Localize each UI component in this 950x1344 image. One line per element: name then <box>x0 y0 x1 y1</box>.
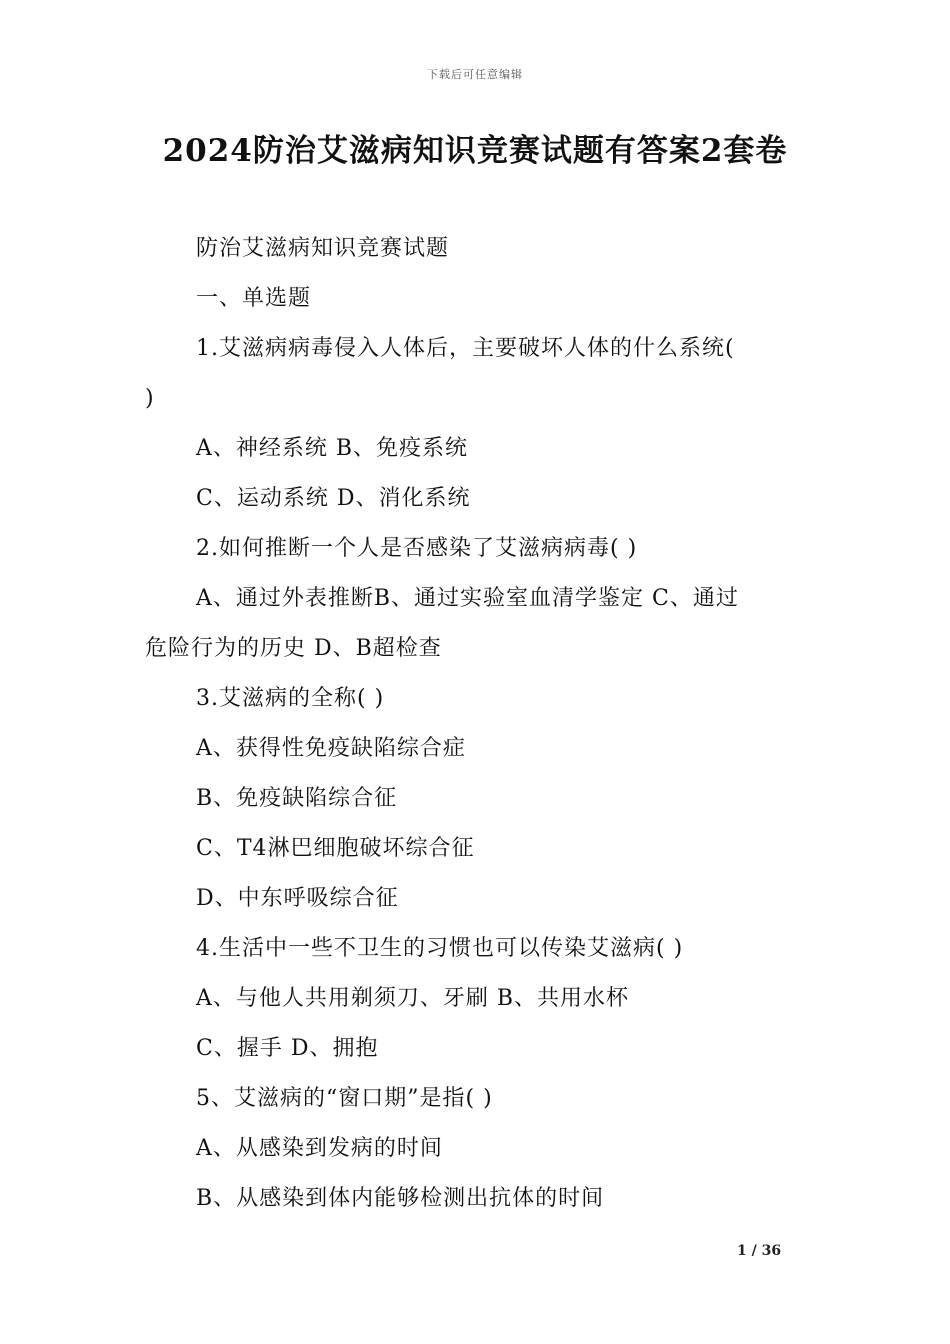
section-heading: 防治艾滋病知识竞赛试题 <box>196 236 450 261</box>
question-5: 5、艾滋病的“窗口期”是指( ) <box>196 1086 493 1111</box>
question-1-options-ab: A、神经系统 B、免疫系统 <box>196 436 469 461</box>
document-title: 2024防治艾滋病知识竞赛试题有答案2套卷 <box>162 133 788 169</box>
question-1-options-cd: C、运动系统 D、消化系统 <box>196 486 471 511</box>
question-3-option-b: B、免疫缺陷综合征 <box>196 786 398 811</box>
question-5-option-a: A、从感染到发病的时间 <box>196 1136 443 1161</box>
question-4: 4.生活中一些不卫生的习惯也可以传染艾滋病( ) <box>196 936 684 961</box>
question-4-options-cd: C、握手 D、拥抱 <box>196 1036 379 1061</box>
question-3: 3.艾滋病的全称( ) <box>196 686 385 711</box>
question-1-continued: ) <box>145 386 155 411</box>
header-note: 下载后可任意编辑 <box>427 68 523 81</box>
question-3-option-a: A、获得性免疫缺陷综合症 <box>196 736 466 761</box>
page-number: 1 / 36 <box>737 1243 782 1259</box>
question-2-options-continued: 危险行为的历史 D、B超检查 <box>145 636 442 661</box>
question-3-option-d: D、中东呼吸综合征 <box>196 886 399 911</box>
question-1: 1.艾滋病病毒侵入人体后，主要破坏人体的什么系统( <box>196 336 735 361</box>
question-5-option-b: B、从感染到体内能够检测出抗体的时间 <box>196 1186 605 1211</box>
question-2-options: A、通过外表推断B、通过实验室血清学鉴定 C、通过 <box>196 586 739 611</box>
question-4-options-ab: A、与他人共用剃须刀、牙刷 B、共用水杯 <box>196 986 630 1011</box>
question-2: 2.如何推断一个人是否感染了艾滋病病毒( ) <box>196 536 638 561</box>
question-3-option-c: C、T4淋巴细胞破坏综合征 <box>196 836 475 861</box>
section-subheading: 一、单选题 <box>196 286 312 311</box>
